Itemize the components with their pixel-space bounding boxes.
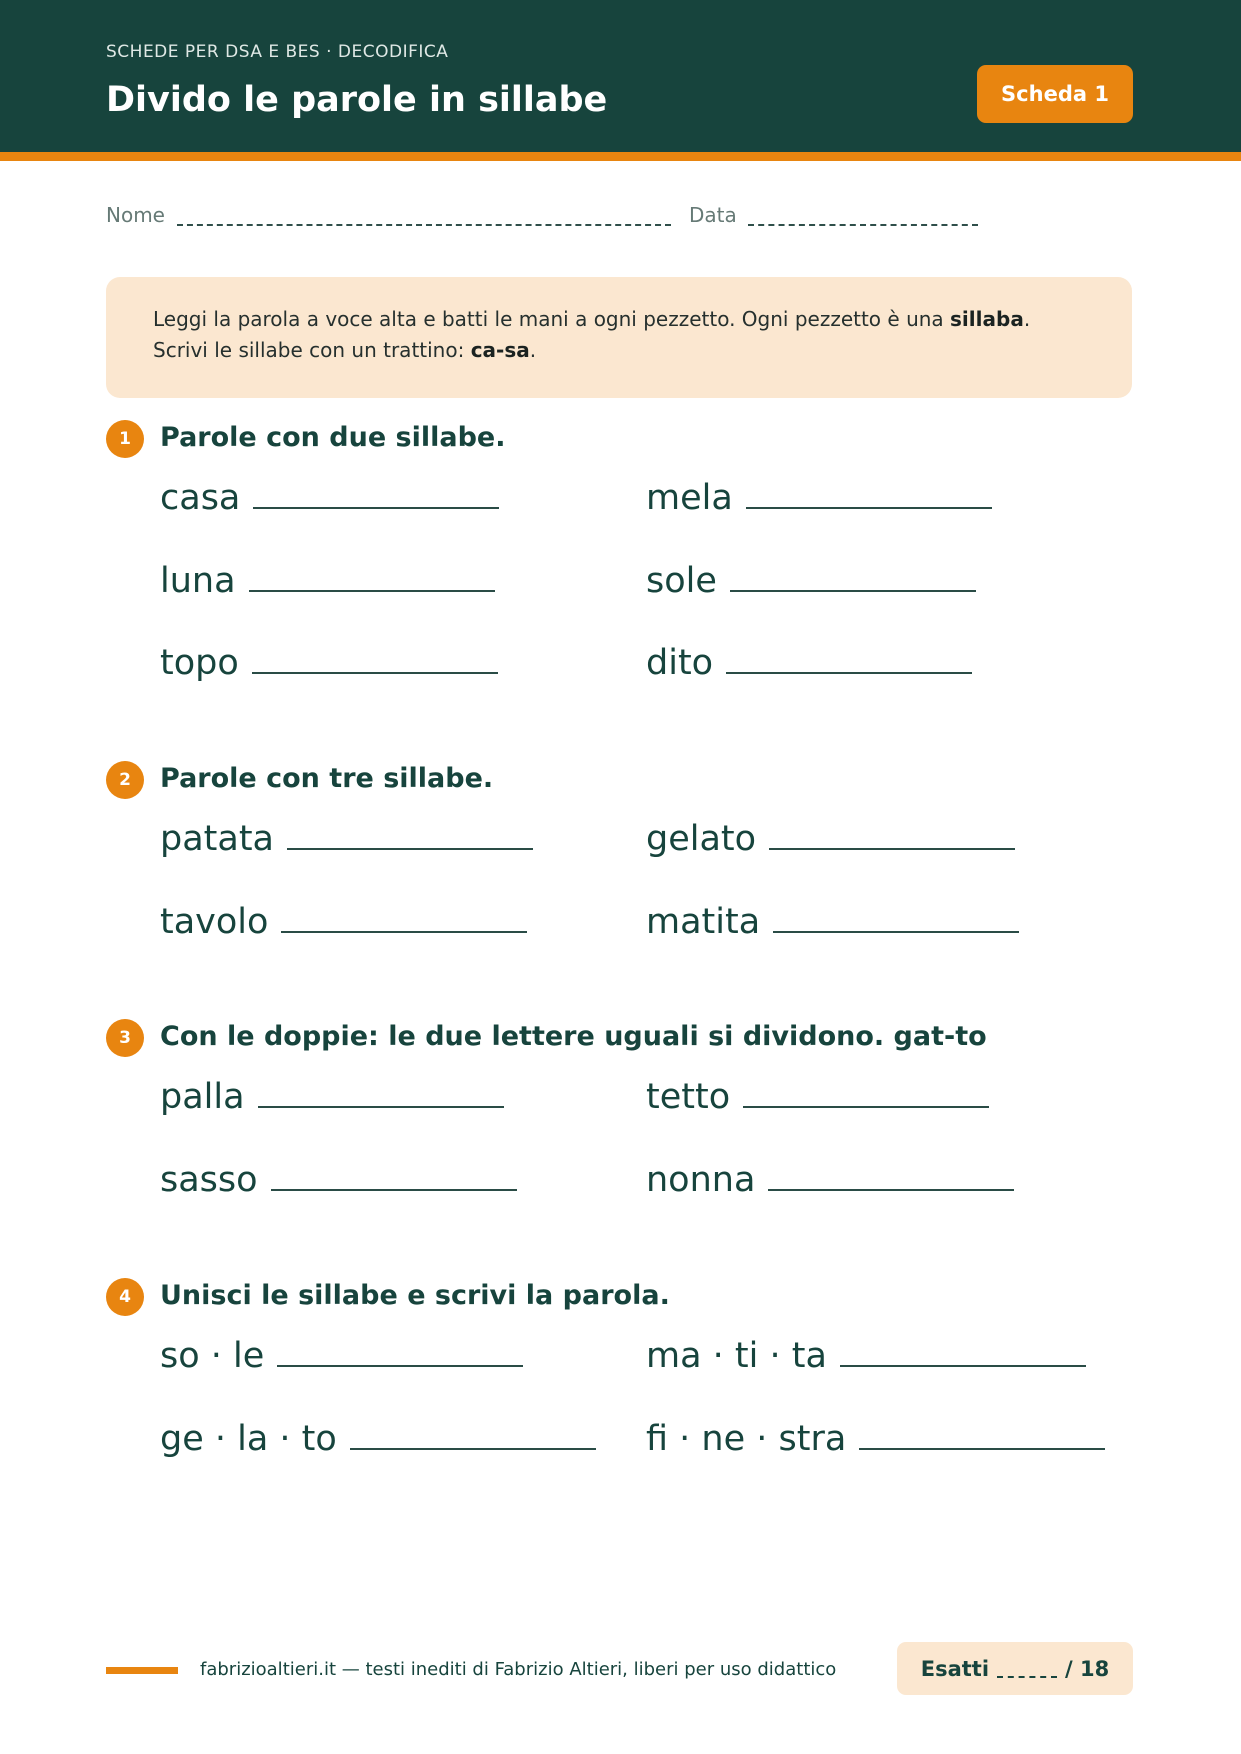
footer-credit: fabrizioaltieri.it — testi inediti di Fabrizio Altieri, liberi per uso didattico — [200, 1659, 837, 1680]
word: fi · ne · stra — [646, 1419, 847, 1459]
score-field[interactable] — [997, 1676, 1057, 1678]
exercise-item — [646, 643, 972, 683]
word: ma · ti · ta — [646, 1336, 827, 1376]
exercise-item — [646, 1077, 989, 1117]
answer-line[interactable] — [743, 1106, 989, 1108]
answer-line[interactable] — [773, 931, 1019, 933]
word: luna — [160, 561, 236, 601]
answer-line[interactable] — [859, 1448, 1105, 1450]
answer-line[interactable] — [271, 1189, 517, 1191]
instructions-line-1: Leggi la parola a voce alta e batti le mani a ogni pezzetto. Ogni pezzetto è una sillaba. — [153, 307, 1031, 331]
date-label: Data — [689, 203, 737, 227]
answer-line[interactable] — [350, 1448, 596, 1450]
exercise-item — [160, 1077, 504, 1117]
exercise-item — [646, 561, 976, 601]
answer-line[interactable] — [277, 1365, 523, 1367]
word: patata — [160, 819, 275, 859]
word: sole — [646, 561, 717, 601]
answer-line[interactable] — [726, 672, 972, 674]
word: dito — [646, 643, 714, 683]
answer-line[interactable] — [840, 1365, 1086, 1367]
sheet-badge: Scheda 1 — [977, 65, 1133, 123]
exercise-item — [160, 1160, 517, 1200]
score-box — [897, 1642, 1133, 1695]
answer-line[interactable] — [768, 1189, 1014, 1191]
section-2-number: 2 — [106, 761, 144, 799]
score-total: / 18 — [1065, 1656, 1110, 1681]
exercise-item — [646, 902, 1019, 942]
section-3-number: 3 — [106, 1019, 144, 1057]
series-label: SCHEDE PER DSA E BES · DECODIFICA — [106, 42, 449, 62]
word: casa — [160, 478, 241, 518]
exercise-item — [646, 1419, 1105, 1459]
answer-line[interactable] — [769, 848, 1015, 850]
name-field[interactable] — [177, 224, 671, 226]
word: gelato — [646, 819, 757, 859]
exercise-item — [160, 1419, 596, 1459]
section-2-title: Parole con tre sillabe. — [160, 763, 494, 794]
answer-line[interactable] — [281, 931, 527, 933]
word: ge · la · to — [160, 1419, 337, 1459]
word: sasso — [160, 1160, 258, 1200]
answer-line[interactable] — [258, 1106, 504, 1108]
answer-line[interactable] — [249, 590, 495, 592]
word: so · le — [160, 1336, 265, 1376]
exercise-item — [646, 819, 1015, 859]
exercise-item — [646, 1160, 1014, 1200]
footer-accent-bar — [106, 1667, 178, 1674]
score-label: Esatti — [920, 1656, 990, 1681]
answer-line[interactable] — [287, 848, 533, 850]
section-4-title: Unisci le sillabe e scrivi la parola. — [160, 1280, 670, 1311]
instructions-line-2: Scrivi le sillabe con un trattino: ca-sa. — [153, 338, 537, 362]
exercise-item — [160, 819, 533, 859]
word: palla — [160, 1077, 245, 1117]
answer-line[interactable] — [730, 590, 976, 592]
word: topo — [160, 643, 239, 683]
date-field[interactable] — [748, 224, 978, 226]
word: tavolo — [160, 902, 269, 942]
answer-line[interactable] — [746, 507, 992, 509]
answer-line[interactable] — [253, 507, 499, 509]
word: tetto — [646, 1077, 731, 1117]
section-4-number: 4 — [106, 1278, 144, 1316]
exercise-item — [160, 902, 527, 942]
section-1-number: 1 — [106, 420, 144, 458]
page-title: Divido le parole in sillabe — [106, 80, 608, 120]
exercise-item — [160, 561, 495, 601]
answer-line[interactable] — [252, 672, 498, 674]
exercise-item — [160, 643, 498, 683]
instructions-box — [106, 277, 1132, 398]
name-label: Nome — [106, 203, 165, 227]
exercise-item — [160, 478, 499, 518]
section-3-title: Con le doppie: le due lettere uguali si dividono. gat-to — [160, 1021, 987, 1052]
header — [0, 0, 1241, 152]
word: matita — [646, 902, 761, 942]
word: mela — [646, 478, 733, 518]
exercise-item — [646, 1336, 1086, 1376]
word: nonna — [646, 1160, 756, 1200]
section-1-title: Parole con due sillabe. — [160, 422, 506, 453]
header-accent-bar — [0, 152, 1241, 161]
exercise-item — [646, 478, 992, 518]
exercise-item — [160, 1336, 523, 1376]
